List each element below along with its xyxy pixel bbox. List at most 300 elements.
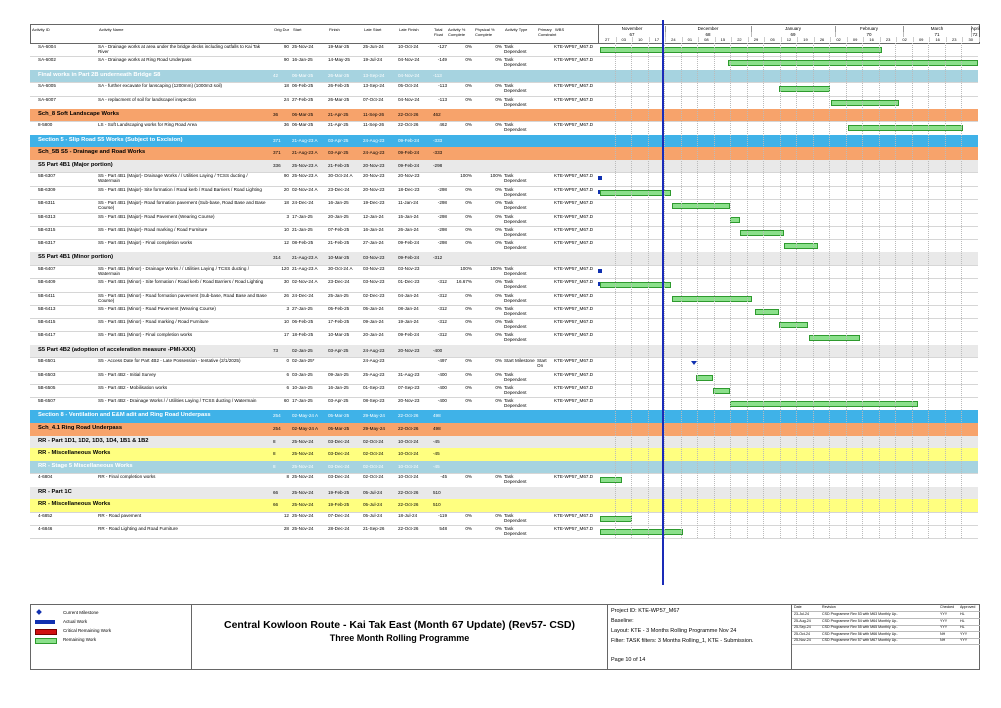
cell-id: 5B-6313 xyxy=(38,213,56,219)
cell-id: 5B-6407 xyxy=(38,265,56,271)
cell-finish: 19-Mar-25 xyxy=(328,44,350,49)
table-row[interactable] xyxy=(30,82,978,96)
revision-cell: YYY xyxy=(960,638,968,642)
cell-ls: 21-Sep-26 xyxy=(363,526,385,531)
cell-pc: 0% xyxy=(495,240,502,245)
revision-cell: YYY xyxy=(960,631,968,636)
cell-name: S5 - Part 4B1 (Minor) - Road formation pavement (Sub-base, Road Base and Base Course) xyxy=(98,292,267,303)
cell-con: Start On xyxy=(537,358,547,369)
col-finish[interactable]: Finish xyxy=(329,27,340,32)
legend-actual-work xyxy=(35,618,185,626)
wbs-band-row[interactable] xyxy=(30,70,978,84)
cell-lf: 20-Nov-23 xyxy=(398,347,420,353)
cell-wbs: KTE-WP57_M67.D xyxy=(554,371,594,377)
remaining-work-bar[interactable] xyxy=(779,86,830,92)
cell-finish: 10-Mar-25 xyxy=(328,332,350,338)
table-row[interactable] xyxy=(30,226,978,240)
cell-pc: 0% xyxy=(495,83,502,89)
cell-finish: 03-Apr-25 xyxy=(328,137,349,143)
cell-pc: 0% xyxy=(495,122,502,128)
cell-dur: 314 xyxy=(273,255,281,261)
cell-id: 5B-6501 xyxy=(38,358,56,364)
cell-finish: 03-Dec-24 xyxy=(328,451,350,457)
cell-ac: 0% xyxy=(465,213,472,219)
cell-wbs: KTE-WP57_M67.D xyxy=(554,96,594,102)
month-num: 68 xyxy=(665,32,752,37)
layout-name: Layout: KTE - 3 Months Rolling Programme Nov 24 xyxy=(611,628,737,634)
cell-wbs: KTE-WP57_M67.D xyxy=(554,173,594,179)
grid-line xyxy=(945,43,946,538)
remaining-work-bar[interactable] xyxy=(672,296,752,302)
cell-ls: 20-Nov-23 xyxy=(363,162,385,168)
col-orig-dur[interactable]: Orig Dur xyxy=(274,27,290,32)
cell-tf: -45 xyxy=(433,463,440,469)
col-wbs[interactable]: WBS xyxy=(555,27,565,32)
gantt-lane xyxy=(598,199,978,212)
cell-ls: 11-Sep-26 xyxy=(363,122,385,128)
cell-ls: 16-Jan-24 xyxy=(363,226,384,232)
cell-finish: 07-Feb-25 xyxy=(328,226,350,232)
data-date-line xyxy=(662,20,664,585)
remaining-work-bar[interactable] xyxy=(600,282,671,288)
grid-line xyxy=(912,43,913,538)
gantt-lane xyxy=(598,56,978,69)
wbs-band-row[interactable] xyxy=(30,499,978,513)
remaining-work-bar[interactable] xyxy=(730,401,918,407)
month-nov: November xyxy=(599,26,666,32)
cell-ac: 0% xyxy=(465,512,472,518)
cell-lf: 10-Oct-24 xyxy=(398,474,419,480)
cell-lf: 09-Feb-24 xyxy=(398,162,420,168)
table-row[interactable] xyxy=(30,56,978,70)
cell-ac: 0% xyxy=(465,57,472,63)
week-tick: 19 xyxy=(797,37,815,42)
cell-wbs: KTE-WP57_M67.D xyxy=(554,512,594,518)
col-physical-complete[interactable]: Physical % Complete xyxy=(475,27,495,37)
cell-finish: 23-Dec-24 xyxy=(328,279,350,285)
cell-ls: 13-Sep-24 xyxy=(363,72,385,78)
gantt-timescale xyxy=(598,24,980,44)
cell-dur: 6 xyxy=(286,384,289,390)
col-activity-name[interactable]: Activity Name xyxy=(99,27,124,32)
gantt-lane xyxy=(598,292,978,305)
remaining-work-bar[interactable] xyxy=(779,322,808,328)
cell-start: 25-Nov-24 xyxy=(292,463,314,469)
cell-pc: 0% xyxy=(495,512,502,518)
revision-cell: YYY xyxy=(940,625,948,629)
cell-id: 4-6804 xyxy=(38,474,53,480)
cell-lf: 04-Nov-24 xyxy=(398,57,420,63)
cell-start: 25-Nov-24 xyxy=(292,512,314,518)
week-tick: 05 xyxy=(764,37,782,42)
table-row[interactable] xyxy=(30,96,978,110)
wbs-band-row[interactable] xyxy=(30,147,978,161)
table-row[interactable] xyxy=(30,305,978,319)
cell-lf: 09-Feb-24 xyxy=(398,332,420,338)
table-row[interactable] xyxy=(30,199,978,213)
cell-type: Task Dependent xyxy=(504,371,527,382)
cell-wbs: KTE-WP57_M67.D xyxy=(554,83,594,89)
week-tick: 16 xyxy=(863,37,881,42)
cell-pc: 100% xyxy=(490,173,502,179)
revision-cell: HL xyxy=(960,618,965,623)
cell-start: 21-Aug-23 A xyxy=(292,137,318,143)
table-row[interactable] xyxy=(30,331,978,345)
grid-line xyxy=(862,43,863,538)
cell-ac: 16.67% xyxy=(456,279,472,285)
cell-lf: 10-Oct-24 xyxy=(398,438,419,444)
cell-name: SA - Drainage works at Ring Road Underpass xyxy=(98,57,192,63)
gantt-lane xyxy=(598,82,978,95)
band-title: RR - Miscellaneous Works xyxy=(38,501,111,508)
month-feb: February xyxy=(835,26,904,32)
cell-tf: 462 xyxy=(433,111,441,117)
cell-finish: 30-Oct-24 A xyxy=(328,173,353,179)
cell-tf: -400 xyxy=(437,384,447,390)
cell-tf: -298 xyxy=(437,200,447,206)
revision-cell: YYY xyxy=(940,618,948,623)
remaining-work-bar[interactable] xyxy=(696,375,713,381)
cell-start: 10-Jan-25 xyxy=(292,384,313,390)
cell-tf: -497 xyxy=(437,358,447,364)
cell-finish: 19-Feb-25 xyxy=(328,489,350,495)
cell-dur: 8 xyxy=(286,474,289,480)
cell-tf: -298 xyxy=(437,186,447,192)
col-activity-id[interactable]: Activity ID xyxy=(32,27,50,32)
week-tick: 30 xyxy=(962,37,980,42)
table-row[interactable] xyxy=(30,357,978,371)
cell-dur: 8 xyxy=(273,438,276,444)
col-primary-constraint[interactable]: Primary Constraint xyxy=(538,27,557,37)
table-row[interactable] xyxy=(30,43,978,57)
cell-name: S5 - Part 4B2 - Drainage Works / / Utilities Laying / TCSS ducting / Watermain xyxy=(98,398,257,403)
col-activity-type[interactable]: Activity Type xyxy=(505,27,528,32)
table-row[interactable] xyxy=(30,525,978,539)
week-tick: 12 xyxy=(781,37,799,42)
cell-type: Task Dependent xyxy=(504,200,527,211)
week-tick: 01 xyxy=(682,37,700,42)
filter-text: Filter: TASK filters: 3 Months Rolling_1, KTE - Submission. xyxy=(611,638,754,644)
cell-ac: 0% xyxy=(465,292,472,298)
cell-start: 06-Mar-25 xyxy=(292,122,314,128)
cell-lf: 05-Oct-24 xyxy=(398,83,419,89)
cell-type: Task Dependent xyxy=(504,186,527,197)
cell-type: Task Dependent xyxy=(504,384,527,395)
cell-wbs: KTE-WP57_M67.D xyxy=(554,44,594,49)
legend-label: Remaining Work xyxy=(63,637,97,642)
actual-work-bar[interactable] xyxy=(598,176,602,180)
cell-dur: 42 xyxy=(273,72,279,78)
cell-wbs: KTE-WP57_M67.D xyxy=(554,213,594,219)
wbs-band-row[interactable] xyxy=(30,345,978,359)
band-title: Section 8 - Ventilation and E&M adit and Ring Road Underpass xyxy=(38,412,211,419)
revision-cell: Checked xyxy=(940,605,955,609)
cell-ac: 0% xyxy=(465,306,472,311)
remaining-work-bar[interactable] xyxy=(600,477,622,483)
cell-id: SA-6004 xyxy=(38,44,56,49)
cell-finish: 14-May-25 xyxy=(328,57,350,63)
actual-work-bar[interactable] xyxy=(598,269,602,273)
cell-type: Task Dependent xyxy=(504,398,527,408)
cell-pc: 0% xyxy=(495,371,502,377)
week-tick: 15 xyxy=(715,37,733,42)
table-row[interactable] xyxy=(30,121,978,135)
table-row[interactable] xyxy=(30,397,978,411)
cell-dur: 60 xyxy=(283,398,289,403)
table-row[interactable] xyxy=(30,265,978,279)
cell-dur: 8 xyxy=(273,463,276,469)
band-title: RR - Part 1D1, 1D2, 1D3, 1D4, 1B1 & 1B2 xyxy=(38,437,149,444)
cell-type: Task Dependent xyxy=(504,226,527,237)
cell-start: 24-Dec-24 xyxy=(292,292,314,298)
report-title-block xyxy=(191,605,608,669)
cell-tf: -45 xyxy=(440,474,447,480)
cell-start: 25-Nov-24 xyxy=(292,438,314,444)
remaining-work-bar[interactable] xyxy=(809,335,860,341)
table-row[interactable] xyxy=(30,318,978,332)
cell-ac: 0% xyxy=(465,474,472,480)
baseline: Baseline: xyxy=(611,618,634,624)
cell-ls: 19-Jul-24 xyxy=(363,57,383,63)
cell-tf: 510 xyxy=(433,489,441,495)
cell-pc: 0% xyxy=(495,226,502,232)
cell-type: Task Dependent xyxy=(504,512,527,523)
cell-ls: 13-Sep-24 xyxy=(363,83,385,89)
cell-name: S5 - Part 4B1 (Minor) - Drainage Works / / Utilities Laying / TCSS ducting / Watermain xyxy=(98,265,249,276)
cell-ls: 02-Oct-24 xyxy=(363,451,384,457)
cell-pc: 0% xyxy=(495,319,502,325)
wbs-band-row[interactable] xyxy=(30,252,978,266)
gantt-lane xyxy=(598,186,978,199)
gantt-lane xyxy=(598,371,978,384)
cell-tf: 510 xyxy=(433,502,441,508)
table-row[interactable] xyxy=(30,239,978,253)
table-row[interactable] xyxy=(30,278,978,292)
table-row[interactable] xyxy=(30,371,978,385)
cell-tf: 462 xyxy=(439,122,447,128)
remaining-work-bar[interactable] xyxy=(728,60,978,66)
week-tick: 23 xyxy=(946,37,964,42)
cell-dur: 120 xyxy=(281,265,289,271)
week-tick: 22 xyxy=(731,37,749,42)
cell-finish: 17-Feb-25 xyxy=(328,319,350,325)
remaining-work-bar[interactable] xyxy=(755,309,779,315)
table-row[interactable] xyxy=(30,384,978,398)
cell-tf: -333 xyxy=(433,150,443,156)
cell-wbs: KTE-WP57_M67.D xyxy=(554,57,594,63)
cell-name: S5 - Part 4B1 (Major)- Drainage Works / / Utilities Laying / TCSS ducting / Watermain xyxy=(98,173,248,184)
col-start[interactable]: Start xyxy=(293,27,302,32)
remaining-work-bar[interactable] xyxy=(600,516,631,522)
cell-start: 21-Aug-23 A xyxy=(292,255,318,261)
cell-ls: 07-Oct-24 xyxy=(363,96,384,102)
cell-type: Task Dependent xyxy=(504,173,527,184)
cell-lf: 22-Oct-26 xyxy=(398,426,419,431)
cell-ac: 0% xyxy=(465,122,472,128)
cell-pc: 0% xyxy=(495,358,502,364)
cell-lf: 20-Nov-23 xyxy=(398,398,420,403)
gantt-lane xyxy=(598,172,978,185)
cell-lf: 10-Oct-24 xyxy=(398,463,419,469)
table-row[interactable] xyxy=(30,172,978,186)
cell-ac: 0% xyxy=(465,96,472,102)
cell-dur: 3 xyxy=(286,306,289,311)
gantt-lane xyxy=(598,331,978,344)
cell-ac: 0% xyxy=(465,240,472,245)
wbs-band-row[interactable] xyxy=(30,410,978,424)
wbs-band-row[interactable] xyxy=(30,436,978,450)
cell-id: 4-6852 xyxy=(38,512,53,518)
week-tick: 08 xyxy=(698,37,716,42)
revision-cell: 23-Jul-24 xyxy=(794,612,809,616)
cell-tf: -113 xyxy=(438,83,447,89)
cell-dur: 73 xyxy=(273,347,279,353)
band-title: RR - Miscellaneous Works xyxy=(38,450,111,457)
remaining-work-bar[interactable] xyxy=(600,190,671,196)
revision-cell: 25-Oct-24 xyxy=(794,631,810,636)
cell-lf: 22-Oct-26 xyxy=(398,413,419,419)
cell-tf: -312 xyxy=(437,332,447,338)
cell-dur: 18 xyxy=(283,200,289,206)
gantt-lane xyxy=(598,265,978,278)
cell-wbs: KTE-WP57_M67.D xyxy=(554,265,594,271)
cell-finish: 26-Mar-25 xyxy=(328,96,350,102)
col-activity-complete[interactable]: Activity % Complete xyxy=(448,27,466,37)
col-late-finish[interactable]: Late Finish xyxy=(399,27,419,32)
wbs-band-row[interactable] xyxy=(30,135,978,149)
gantt-lane xyxy=(598,473,978,486)
remaining-work-bar[interactable] xyxy=(600,47,881,53)
grid-line xyxy=(763,43,764,538)
cell-start: 06-Feb-25 xyxy=(292,83,314,89)
cell-ls: 02-Dec-23 xyxy=(363,292,385,298)
cell-ls: 12-Jan-24 xyxy=(363,213,384,219)
cell-tf: -333 xyxy=(433,137,443,143)
cell-dur: 28 xyxy=(283,526,289,531)
cell-tf: 498 xyxy=(433,413,441,419)
cell-start: 25-Nov-24 xyxy=(292,502,314,508)
table-row[interactable] xyxy=(30,512,978,526)
cell-pc: 0% xyxy=(495,526,502,531)
cell-name: S5 - Part 4B1 (Major)- Site formation / Road kerb / Road Barriers / Road Lighting xyxy=(98,186,262,192)
cell-dur: 36 xyxy=(273,111,279,117)
cell-tf: 498 xyxy=(433,426,441,431)
band-title: Final works in Part 2B underneath Bridge S8 xyxy=(38,71,161,78)
cell-start: 06-Mar-25 xyxy=(292,72,314,78)
cell-tf: -312 xyxy=(437,292,447,298)
wbs-band-row[interactable] xyxy=(30,487,978,501)
gantt-lane xyxy=(598,239,978,252)
cell-lf: 20-Nov-23 xyxy=(398,173,420,179)
cell-lf: 03-Nov-23 xyxy=(398,265,420,271)
cell-type: Task Dependent xyxy=(504,306,527,316)
remaining-work-bar[interactable] xyxy=(730,217,739,223)
cell-ls: 25-Jun-24 xyxy=(363,44,384,49)
table-row[interactable] xyxy=(30,292,978,306)
cell-dur: 26 xyxy=(283,292,289,298)
table-row[interactable] xyxy=(30,186,978,200)
cell-wbs: KTE-WP57_M67.D xyxy=(554,226,594,232)
cell-ls: 09-Jan-24 xyxy=(363,319,384,325)
cell-ac: 0% xyxy=(465,526,472,531)
table-row[interactable] xyxy=(30,473,978,487)
cell-start: 25-Nov-23 A xyxy=(292,162,318,168)
project-id: Project ID: KTE-WP57_M67 xyxy=(611,608,680,614)
cell-id: SA-6002 xyxy=(38,57,56,63)
cell-id: 5B-6507 xyxy=(38,398,56,403)
cell-wbs: KTE-WP57_M67.D xyxy=(554,200,594,206)
cell-ac: 0% xyxy=(465,200,472,206)
col-late-start[interactable]: Late Start xyxy=(364,27,382,32)
legend-critical-remaining xyxy=(35,627,185,635)
cell-start: 27-Jan-25 xyxy=(292,306,313,311)
wbs-band-row[interactable] xyxy=(30,448,978,462)
cell-name: S5 - Part 4B1 (Minor) - Road Pavement (Wearing Course) xyxy=(98,306,216,311)
col-total-float[interactable]: Total Float xyxy=(434,27,443,37)
cell-ls: 24-Aug-23 xyxy=(363,358,385,364)
cell-start: 02-Nov-24 A xyxy=(292,186,318,192)
cell-tf: -312 xyxy=(437,319,447,325)
cell-name: S5 - Access Date for Part 4B2 - Late Possession - tentative (2/1/2025) xyxy=(98,358,241,364)
table-row[interactable] xyxy=(30,213,978,227)
week-tick: 17 xyxy=(649,37,667,42)
cell-dur: 12 xyxy=(283,240,289,245)
cell-name: SA - Drainage works at area under the bridge decks including outfalls to Kai Tak River xyxy=(98,44,261,54)
cell-dur: 90 xyxy=(283,44,289,49)
wbs-band-row[interactable] xyxy=(30,461,978,475)
remaining-work-bar[interactable] xyxy=(831,100,899,106)
gantt-lane xyxy=(598,305,978,318)
cell-wbs: KTE-WP57_M67.D xyxy=(554,398,594,403)
cell-tf: -298 xyxy=(437,213,447,219)
cell-name: S5 - Part 4B1 (Minor) - Road marking / Road Furniture xyxy=(98,319,209,325)
wbs-band-row[interactable] xyxy=(30,160,978,174)
cell-start: 21-Jan-25 xyxy=(292,226,313,232)
cell-wbs: KTE-WP57_M67.D xyxy=(554,292,594,298)
cell-name: LS - Soft Landscaping works for Ring Road Area xyxy=(98,122,197,128)
cell-lf: 19-Jan-24 xyxy=(398,319,419,325)
cell-dur: 8 xyxy=(273,451,276,457)
cell-name: S5 - Part 4B1 (Major)- Road marking / Road Furniture xyxy=(98,226,208,232)
revision-cell: HL xyxy=(960,625,965,629)
remaining-work-bar[interactable] xyxy=(600,529,683,535)
wbs-band-row[interactable] xyxy=(30,109,978,123)
remaining-work-bar[interactable] xyxy=(713,388,730,394)
cell-lf: 18-Dec-23 xyxy=(398,186,420,192)
cell-pc: 0% xyxy=(495,279,502,285)
cell-start: 25-Nov-24 xyxy=(292,44,314,49)
cell-finish: 03-Apr-25 xyxy=(328,150,349,156)
revision-cell: NH xyxy=(940,638,946,642)
cell-lf: 07-Sep-23 xyxy=(398,384,420,390)
report-title: Central Kowloon Route - Kai Tak East (Month 67 Update) (Rev57- CSD) xyxy=(223,619,575,631)
cell-name: S5 - Part 4B1 (Major)- Road formation pavement (Sub-base, Road Base and Base Course) xyxy=(98,200,266,211)
band-title: Section 5 - Slip Road S5 Works (Subject to Excision) xyxy=(38,136,183,143)
remaining-work-swatch xyxy=(35,638,57,644)
cell-pc: 0% xyxy=(495,306,502,311)
cell-lf: 15-Jan-24 xyxy=(398,213,419,219)
cell-start: 27-Feb-25 xyxy=(292,96,314,102)
cell-id: 5B-6409 xyxy=(38,279,56,285)
cell-tf: -400 xyxy=(433,347,443,353)
cell-ac: 0% xyxy=(465,83,472,89)
cell-type: Task Dependent xyxy=(504,122,527,133)
wbs-band-row[interactable] xyxy=(30,423,978,437)
week-tick: 10 xyxy=(632,37,650,42)
cell-wbs: KTE-WP57_M67.D xyxy=(554,384,594,390)
milestone-marker[interactable] xyxy=(691,361,697,365)
legend-label: Critical Remaining Work xyxy=(63,628,112,633)
